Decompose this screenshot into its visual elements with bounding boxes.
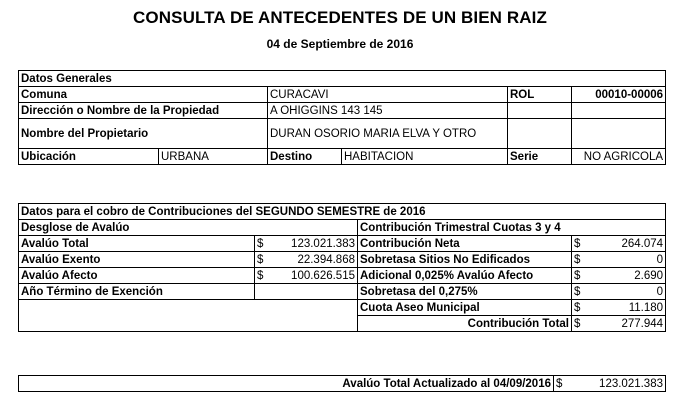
contrib-header-row	[19, 220, 666, 236]
sobretasa-label: Sobretasa del 0,275%	[358, 284, 572, 300]
currency-sign: $	[572, 236, 584, 252]
destino-value: HABITACION	[342, 149, 508, 165]
general-title-row	[19, 71, 666, 87]
sobretasa-sitios-label: Sobretasa Sitios No Edificados	[358, 252, 572, 268]
adicional-label: Adicional 0,025% Avalúo Afecto	[358, 268, 572, 284]
currency-sign: $	[554, 376, 566, 392]
aseo-label: Cuota Aseo Municipal	[358, 300, 572, 316]
sobretasa-sitios-value: 0	[584, 252, 666, 268]
propietario-label: Nombre del Propietario	[19, 119, 268, 149]
total-row	[19, 316, 666, 332]
contribucion-neta-value: 264.074	[584, 236, 666, 252]
avaluo-exento-value: 22.394.868	[267, 252, 358, 268]
comuna-value: CURACAVI	[268, 87, 508, 103]
cuotas-header: Contribución Trimestral Cuotas 3 y 4	[358, 220, 666, 236]
contrib-section-title: Datos para el cobro de Contribuciones del SEGUNDO SEMESTRE de 2016	[19, 204, 666, 220]
anio-termino-value	[255, 284, 358, 300]
propietario-empty-cell	[508, 119, 572, 149]
report-date: 04 de Septiembre de 2016	[266, 37, 414, 51]
currency-sign: $	[572, 300, 584, 316]
contrib-title-row	[19, 204, 666, 220]
ubicacion-row	[19, 149, 666, 165]
direccion-label: Dirección o Nombre de la Propiedad	[19, 103, 268, 119]
contribucion-total-value: 277.944	[584, 316, 666, 332]
ubicacion-value: URBANA	[159, 149, 268, 165]
avaluo-actualizado-label: Avalúo Total Actualizado al 04/09/2016	[19, 376, 554, 392]
adicional-value: 2.690	[584, 268, 666, 284]
serie-value: NO AGRICOLA	[572, 149, 666, 165]
propietario-value: DURAN OSORIO MARIA ELVA Y OTRO	[268, 119, 508, 149]
propietario-empty-cell	[572, 119, 666, 149]
currency-sign: $	[255, 236, 267, 252]
empty-cell	[19, 300, 358, 316]
avaluo-afecto-value: 100.626.515	[267, 268, 358, 284]
anio-termino-label: Año Término de Exención	[19, 284, 255, 300]
currency-sign: $	[572, 268, 584, 284]
contrib-row	[19, 236, 666, 252]
direccion-row	[19, 103, 666, 119]
propietario-row	[19, 119, 666, 149]
ubicacion-label: Ubicación	[19, 149, 159, 165]
contribucion-neta-label: Contribución Neta	[358, 236, 572, 252]
contributions-table	[18, 203, 666, 332]
avaluo-total-value: 123.021.383	[267, 236, 358, 252]
currency-sign: $	[572, 252, 584, 268]
rol-value: 00010-00006	[572, 87, 666, 103]
general-section-title: Datos Generales	[19, 71, 666, 87]
desglose-header: Desglose de Avalúo	[19, 220, 358, 236]
comuna-label: Comuna	[19, 87, 268, 103]
comuna-row	[19, 87, 666, 103]
empty-cell	[19, 316, 358, 332]
updated-appraisal-table	[18, 375, 666, 392]
currency-sign: $	[572, 316, 584, 332]
currency-sign: $	[255, 252, 267, 268]
avaluo-total-label: Avalúo Total	[19, 236, 255, 252]
contrib-row	[19, 268, 666, 284]
updated-appraisal-row	[19, 376, 666, 392]
contribucion-total-label: Contribución Total	[358, 316, 572, 332]
contrib-row	[19, 284, 666, 300]
direccion-empty-cell	[508, 103, 572, 119]
avaluo-exento-label: Avalúo Exento	[19, 252, 255, 268]
aseo-value: 11.180	[584, 300, 666, 316]
destino-label: Destino	[268, 149, 342, 165]
sobretasa-value: 0	[584, 284, 666, 300]
currency-sign: $	[572, 284, 584, 300]
rol-label: ROL	[508, 87, 572, 103]
aseo-row	[19, 300, 666, 316]
contrib-row	[19, 252, 666, 268]
general-data-table	[18, 70, 666, 165]
page-title: CONSULTA DE ANTECEDENTES DE UN BIEN RAIZ	[133, 8, 547, 27]
avaluo-actualizado-value: 123.021.383	[566, 376, 666, 392]
direccion-empty-cell	[572, 103, 666, 119]
currency-sign: $	[255, 268, 267, 284]
avaluo-afecto-label: Avalúo Afecto	[19, 268, 255, 284]
serie-label: Serie	[508, 149, 572, 165]
direccion-value: A OHIGGINS 143 145	[268, 103, 508, 119]
